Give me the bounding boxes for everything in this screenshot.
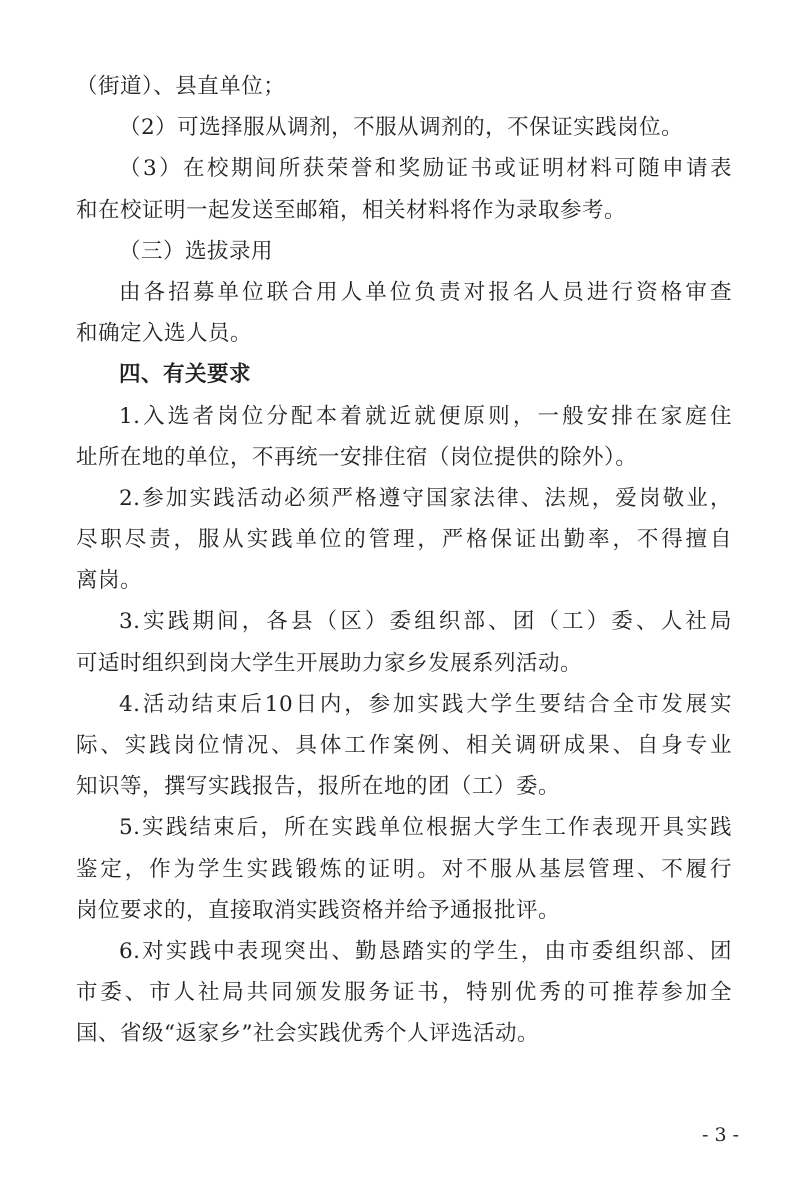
page-number: - 3 - bbox=[701, 1124, 739, 1146]
text-line: 国、省级“返家乡”社会实践优秀个人评选活动。 bbox=[76, 1021, 539, 1047]
paragraph bbox=[76, 66, 732, 107]
text-line: （2）可选择服从调剂，不服从调剂的，不保证实践岗位。 bbox=[119, 115, 684, 141]
text-line: 四、有关要求 bbox=[119, 362, 252, 388]
paragraph bbox=[76, 807, 732, 931]
paragraph bbox=[76, 107, 732, 148]
text-line: 3.实践期间，各县（区）委组织部、团（工）委、人社局 bbox=[119, 609, 732, 635]
text-line: 知识等，撰写实践报告，报所在地的团（工）委。 bbox=[76, 774, 561, 800]
paragraph bbox=[76, 148, 732, 230]
section-subheading bbox=[76, 231, 732, 272]
paragraph bbox=[76, 272, 732, 354]
text-line: 和确定入选人员。 bbox=[76, 321, 253, 347]
text-line: （街道）、县直单位； bbox=[76, 74, 286, 99]
paragraph bbox=[76, 396, 732, 478]
text-line: 市委、市人社局共同颁发服务证书，特别优秀的可推荐参加全 bbox=[76, 980, 732, 1006]
text-line: 址所在地的单位，不再统一安排住宿（岗位提供的除外）。 bbox=[76, 444, 638, 470]
text-line: （三）选拔录用 bbox=[119, 238, 274, 264]
text-line: 5.实践结束后，所在实践单位根据大学生工作表现开具实践 bbox=[119, 815, 732, 841]
text-line: 尽职尽责，服从实践单位的管理，严格保证出勤率，不得擅自 bbox=[76, 527, 732, 553]
text-line: 岗位要求的，直接取消实践资格并给予通报批评。 bbox=[76, 897, 561, 923]
text-line: 鉴定，作为学生实践锻炼的证明。对不服从基层管理、不履行 bbox=[76, 856, 732, 882]
paragraph bbox=[76, 478, 732, 602]
text-line: 可适时组织到岗大学生开展助力家乡发展系列活动。 bbox=[76, 650, 583, 676]
text-line: 1.入选者岗位分配本着就近就便原则，一般安排在家庭住 bbox=[119, 403, 732, 429]
text-line: 6.对实践中表现突出、勤恳踏实的学生，由市委组织部、团 bbox=[119, 938, 732, 964]
text-line: 际、实践岗位情况、具体工作案例、相关调研成果、自身专业 bbox=[76, 733, 732, 758]
paragraph bbox=[76, 684, 732, 808]
text-line: 2.参加实践活动必须严格遵守国家法律、法规，爱岗敬业， bbox=[119, 485, 732, 511]
text-line: 和在校证明一起发送至邮箱，相关材料将作为录取参考。 bbox=[76, 197, 627, 223]
text-line: 离岗。 bbox=[76, 568, 143, 594]
text-line: 4.活动结束后10日内，参加实践大学生要结合全市发展实 bbox=[119, 691, 732, 717]
paragraph bbox=[76, 601, 732, 683]
text-line: （3）在校期间所获荣誉和奖励证书或证明材料可随申请表 bbox=[119, 156, 732, 182]
paragraph bbox=[76, 931, 732, 1055]
document-body bbox=[76, 66, 732, 1055]
text-line: 由各招募单位联合用人单位负责对报名人员进行资格审查 bbox=[119, 279, 732, 305]
section-heading bbox=[76, 354, 732, 395]
